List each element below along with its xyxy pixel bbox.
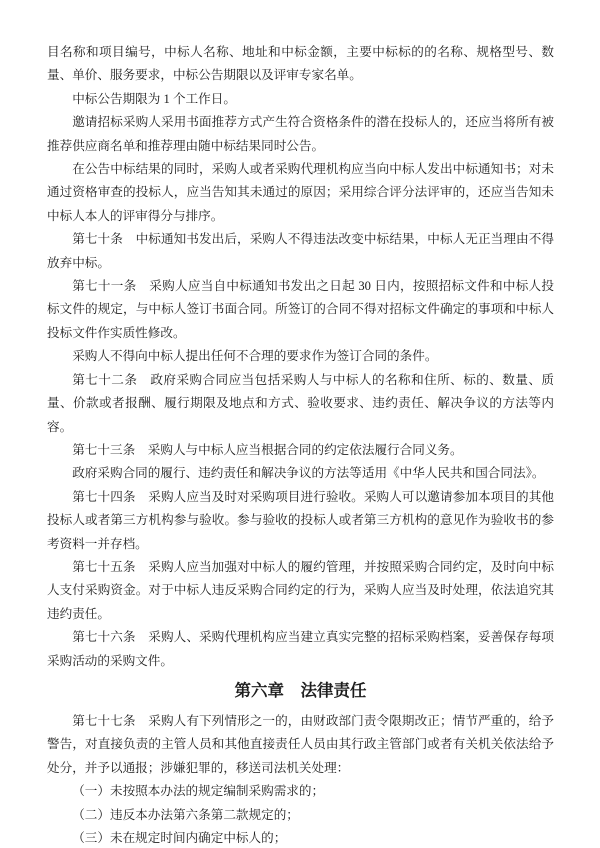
list-item: （三）未在规定时间内确定中标人的； <box>72 831 287 845</box>
article-paragraph: 第七十五条 采购人应当加强对中标人的履约管理，并按照采购合同约定，及时向中标人支付采购资金。对于中标人违反采购合同约定的行为，采购人应当及时处理，依法追究其违约责任。 <box>47 559 554 621</box>
article-paragraph: 第七十七条 采购人有下列情形之一的，由财政部门责令限期改正；情节严重的，给予警告，对直接负责的主管人员和其他直接责任人员由其行政主管部门或者有关机关依法给予处分，并予以通报；涉嫌犯罪的，移送司法机关处理： <box>47 713 554 775</box>
paragraph: 邀请招标采购人采用书面推荐方式产生符合资格条件的潜在投标人的，还应当将所有被推荐供应商名单和推荐理由随中标结果同时公告。 <box>47 115 554 153</box>
article-paragraph: 第七十二条 政府采购合同应当包括采购人与中标人的名称和住所、标的、数量、质量、价款或者报酬、履行期限及地点和方式、验收要求、违约责任、解决争议的方法等内容。 <box>47 372 554 434</box>
article-paragraph: 第七十六条 采购人、采购代理机构应当建立真实完整的招标采购档案，妥善保存每项采购活动的采购文件。 <box>47 630 554 668</box>
document-body <box>47 41 554 848</box>
article-paragraph: 第七十三条 采购人与中标人应当根据合同的约定依法履行合同义务。 <box>72 442 463 457</box>
article-paragraph: 第七十条 中标通知书发出后，采购人不得违法改变中标结果，中标人无正当理由不得放弃中标。 <box>47 232 554 270</box>
chapter-heading: 第六章 法律责任 <box>234 680 367 700</box>
paragraph: 在公告中标结果的同时，采购人或者采购代理机构应当向中标人发出中标通知书；对未通过资格审查的投标人，应当告知其未通过的原因；采用综合评分法评审的，还应当告知未中标人本人的评审得分与排序。 <box>47 162 554 223</box>
paragraph: 采购人不得向中标人提出任何不合理的要求作为签订合同的条件。 <box>72 349 438 364</box>
list-item: （一）未按照本办法的规定编制采购需求的； <box>72 784 325 799</box>
list-item: （二）违反本办法第六条第二款规定的； <box>72 807 299 822</box>
article-paragraph: 第七十一条 采购人应当自中标通知书发出之日起 30 日内，按照招标文件和中标人投标文件的规定，与中标人签订书面合同。所签订的合同不得对招标文件确定的事项和中标人投标文件作实质性修改。 <box>47 279 554 340</box>
paragraph: 政府采购合同的履行、违约责任和解决争议的方法等适用《中华人民共和国合同法》。 <box>72 466 545 481</box>
paragraph: 中标公告期限为 1 个工作日。 <box>72 91 236 106</box>
paragraph-continuation: 目名称和项目编号，中标人名称、地址和中标金额，主要中标标的的名称、规格型号、数量、单价、服务要求，中标公告期限以及评审专家名单。 <box>47 45 554 83</box>
article-paragraph: 第七十四条 采购人应当及时对采购项目进行验收。采购人可以邀请参加本项目的其他投标人或者第三方机构参与验收。参与验收的投标人或者第三方机构的意见作为验收书的参考资料一并存档。 <box>47 489 554 551</box>
